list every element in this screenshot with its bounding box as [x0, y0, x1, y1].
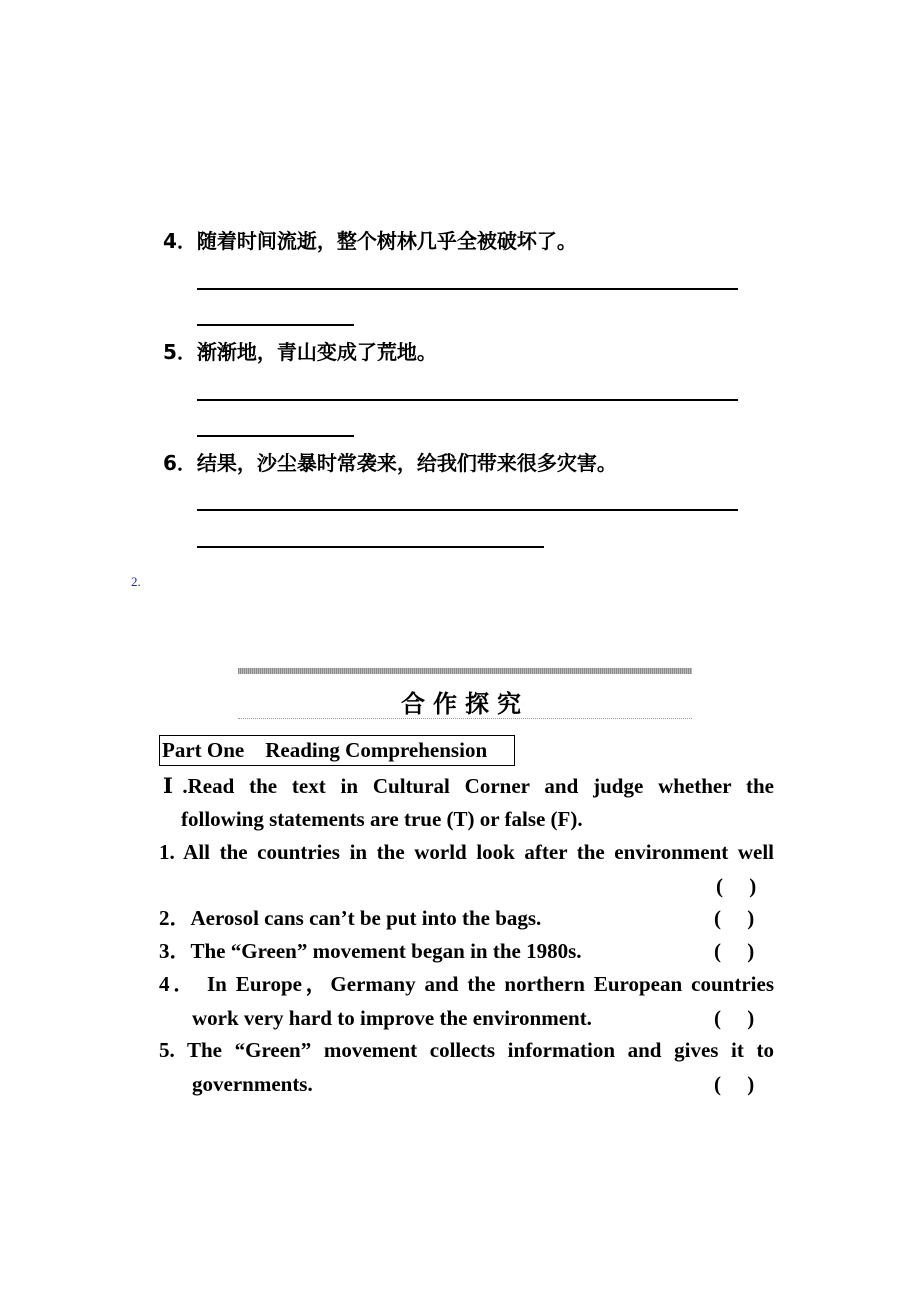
item-number: 4．	[163, 229, 197, 253]
answer-line	[197, 324, 354, 326]
statement-5: 5. The “Green” movement collects information and gives it to	[159, 1038, 774, 1062]
item-text: 结果，沙尘暴时常袭来，给我们带来很多灾害。	[196, 451, 617, 475]
translation-item-5	[163, 339, 437, 365]
statement-1: 1. All the countries in the world look after the environment well	[159, 840, 774, 864]
answer-blank-4[interactable]: ( )	[714, 1006, 755, 1030]
section-top-bar	[238, 668, 692, 674]
instruction-line-1: Ⅰ.Read the text in Cultural Corner and judge whether the	[163, 774, 774, 798]
answer-blank-2[interactable]: ( )	[714, 906, 755, 930]
item-text: 随着时间流逝，整个树林几乎全被破坏了。	[196, 229, 577, 253]
translation-item-6	[163, 450, 617, 476]
answer-blank-1[interactable]: ( )	[716, 874, 757, 898]
answer-line	[197, 435, 354, 437]
translation-item-4	[163, 228, 577, 254]
instruction-line-2: following statements are true (T) or false (F).	[181, 807, 583, 831]
section-title: 合作探究	[401, 690, 529, 718]
answer-line	[197, 288, 738, 290]
section-divider	[238, 718, 692, 719]
statement-4-cont: work very hard to improve the environment.	[192, 1006, 592, 1030]
statement-2: 2．Aerosol cans can’t be put into the bags.	[159, 906, 542, 930]
part-heading-box: Part One Reading Comprehension	[159, 735, 515, 766]
statement-5-cont: governments.	[192, 1072, 313, 1096]
item-text: 渐渐地，青山变成了荒地。	[196, 340, 437, 364]
answer-blank-5[interactable]: ( )	[714, 1072, 755, 1096]
item-number: 6．	[163, 451, 197, 475]
statement-3: 3．The “Green” movement began in the 1980s.	[159, 939, 582, 963]
answer-line	[197, 509, 738, 511]
answer-blank-3[interactable]: ( )	[714, 939, 755, 963]
item-number: 5．	[163, 340, 197, 364]
answer-line	[197, 399, 738, 401]
statement-4: 4． In Europe，Germany and the northern European countries	[159, 972, 774, 996]
answer-line	[197, 546, 544, 548]
page-marker: 2.	[131, 574, 141, 589]
